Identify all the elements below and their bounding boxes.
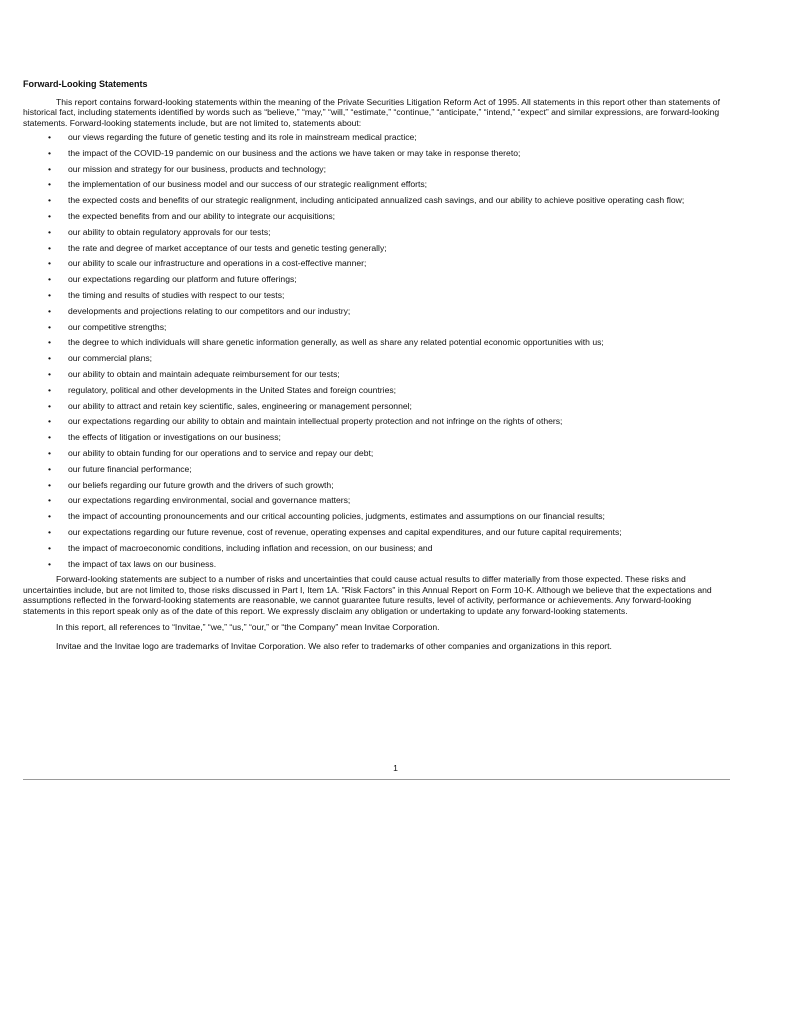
bullet-icon: • <box>48 511 52 522</box>
list-item <box>23 401 730 412</box>
bullet-icon: • <box>48 321 52 332</box>
list-item-text: the impact of accounting pronouncements and our critical accounting policies, judgments, estimates and assumptions on our financial results; <box>68 511 605 522</box>
bullet-icon: • <box>48 258 52 269</box>
list-item-text: the impact of the COVID-19 pandemic on our business and the actions we have taken or may take in response thereto; <box>68 147 521 158</box>
list-item-text: our expectations regarding our future revenue, cost of revenue, operating expenses and capital expenditures, and our future capital requirements; <box>68 526 622 537</box>
list-item-text: the timing and results of studies with respect to our tests; <box>68 289 285 300</box>
bullet-icon: • <box>48 195 52 206</box>
list-item <box>23 195 730 206</box>
bullet-icon: • <box>48 479 52 490</box>
list-item-text: the impact of macroeconomic conditions, including inflation and recession, on our business; and <box>68 542 433 553</box>
list-item-text: the rate and degree of market acceptance of our tests and genetic testing generally; <box>68 242 387 253</box>
list-item-text: the implementation of our business model and our success of our strategic realignment efforts; <box>68 179 428 190</box>
bullet-icon: • <box>48 432 52 443</box>
list-item-text: our ability to obtain and maintain adequate reimbursement for our tests; <box>68 368 340 379</box>
list-item-text: our expectations regarding our platform and future offerings; <box>68 274 297 285</box>
list-item-text: our mission and strategy for our business, products and technology; <box>68 163 326 174</box>
list-item-text: regulatory, political and other developments in the United States and foreign countries; <box>68 384 397 395</box>
list-item-text: our ability to scale our infrastructure and operations in a cost-effective manner; <box>68 258 367 269</box>
list-item <box>23 495 730 506</box>
list-item <box>23 464 730 475</box>
document-page <box>23 79 730 655</box>
bullet-icon: • <box>48 542 52 553</box>
bullet-icon: • <box>48 132 52 142</box>
bullet-icon: • <box>48 179 52 190</box>
bullet-icon: • <box>48 526 52 537</box>
list-item-text: developments and projections relating to our competitors and our industry; <box>68 305 351 316</box>
section-heading: Forward-Looking Statements <box>23 79 148 89</box>
bullet-icon: • <box>48 226 52 237</box>
list-item <box>23 258 730 269</box>
list-item <box>23 416 730 427</box>
list-item <box>23 227 730 238</box>
list-item <box>23 243 730 254</box>
list-item <box>23 448 730 459</box>
bullet-icon: • <box>48 353 52 364</box>
list-item-text: our beliefs regarding our future growth and the drivers of such growth; <box>68 479 334 490</box>
bullet-icon: • <box>48 337 52 348</box>
list-item-text: our expectations regarding environmental, social and governance matters; <box>68 495 351 506</box>
footer-divider <box>23 779 730 780</box>
list-item <box>23 480 730 491</box>
list-item-text: the degree to which individuals will share genetic information generally, as well as share any related potential economic opportunities with us; <box>68 337 604 348</box>
list-item-text: our future financial performance; <box>68 463 192 474</box>
risk-paragraph: Forward-looking statements are subject to a number of risks and uncertainties that could cause actual results to differ materially from those expected. These risks and uncertainties include, but are not limited to, those risks discussed in Part I, Item 1A. "Risk Factors" in this Annual Report on Form 10-K. Although we believe that the expectations and assumptions reflected in the forward-looking statements are reasonable, we cannot guarantee future results, level of activity, performance or achievements. Any forward-looking statements in this report speak only as of the date of this report. We expressly disclaim any obligation or undertaking to update any forward-looking statements. <box>23 574 712 616</box>
bullet-icon: • <box>48 384 52 395</box>
bullet-icon: • <box>48 400 52 411</box>
bullet-icon: • <box>48 447 52 458</box>
list-item <box>23 337 730 348</box>
bullet-icon: • <box>48 495 52 506</box>
list-item-text: our ability to attract and retain key scientific, sales, engineering or management personnel; <box>68 400 412 411</box>
list-item-text: the impact of tax laws on our business. <box>68 558 217 569</box>
list-item <box>23 543 730 554</box>
bullet-icon: • <box>48 210 52 221</box>
bullet-icon: • <box>48 289 52 300</box>
list-item <box>23 432 730 443</box>
bullet-icon: • <box>48 558 52 569</box>
list-item <box>23 511 730 522</box>
list-item <box>23 132 730 143</box>
bullet-icon: • <box>48 368 52 379</box>
list-item-text: our ability to obtain regulatory approvals for our tests; <box>68 226 271 237</box>
bullet-icon: • <box>48 242 52 253</box>
list-item-text: the expected benefits from and our ability to integrate our acquisitions; <box>68 210 336 221</box>
list-item-text: our views regarding the future of genetic testing and its role in mainstream medical practice; <box>68 132 417 142</box>
list-item-text: our expectations regarding our ability to obtain and maintain intellectual property protection and not infringe on the rights of others; <box>68 416 563 427</box>
list-item-text: our ability to obtain funding for our operations and to service and repay our debt; <box>68 447 374 458</box>
list-item <box>23 322 730 333</box>
bullet-icon: • <box>48 463 52 474</box>
list-item <box>23 559 730 570</box>
list-item-text: our commercial plans; <box>68 353 153 364</box>
bullet-icon: • <box>48 163 52 174</box>
bullet-icon: • <box>48 274 52 285</box>
list-item <box>23 385 730 396</box>
list-item <box>23 179 730 190</box>
bullet-icon: • <box>48 147 52 158</box>
list-item <box>23 148 730 159</box>
list-item <box>23 164 730 175</box>
list-item-text: the expected costs and benefits of our strategic realignment, including anticipated annualized cash savings, and our ability to achieve positive operating cash flow; <box>68 195 685 206</box>
list-item <box>23 274 730 285</box>
list-item <box>23 527 730 538</box>
bullet-icon: • <box>48 305 52 316</box>
list-item <box>23 306 730 317</box>
list-item <box>23 290 730 301</box>
trademark-paragraph: Invitae and the Invitae logo are trademarks of Invitae Corporation. We also refer to trademarks of other companies and organizations in this report. <box>56 640 612 651</box>
list-item-text: our competitive strengths; <box>68 321 167 332</box>
forward-looking-list <box>23 132 730 569</box>
list-item <box>23 211 730 222</box>
bullet-icon: • <box>48 416 52 427</box>
list-item-text: the effects of litigation or investigations on our business; <box>68 432 281 443</box>
list-item <box>23 369 730 380</box>
references-paragraph: In this report, all references to “Invitae,” “we,” “us,” “our,” or “the Company” mean Invitae Corporation. <box>56 622 440 633</box>
page-number: 1 <box>393 763 398 773</box>
list-item <box>23 353 730 364</box>
intro-paragraph: This report contains forward-looking statements within the meaning of the Private Securities Litigation Reform Act of 1995. All statements in this report other than statements of historical fact, including statements identified by words such as “believe,” “may,” “will,” “estimate,” “continue,” “anticipate,” “intend,” “expect” and similar expressions, are forward-looking statements. Forward-looking statements include, but are not limited to, statements about: <box>23 96 720 128</box>
